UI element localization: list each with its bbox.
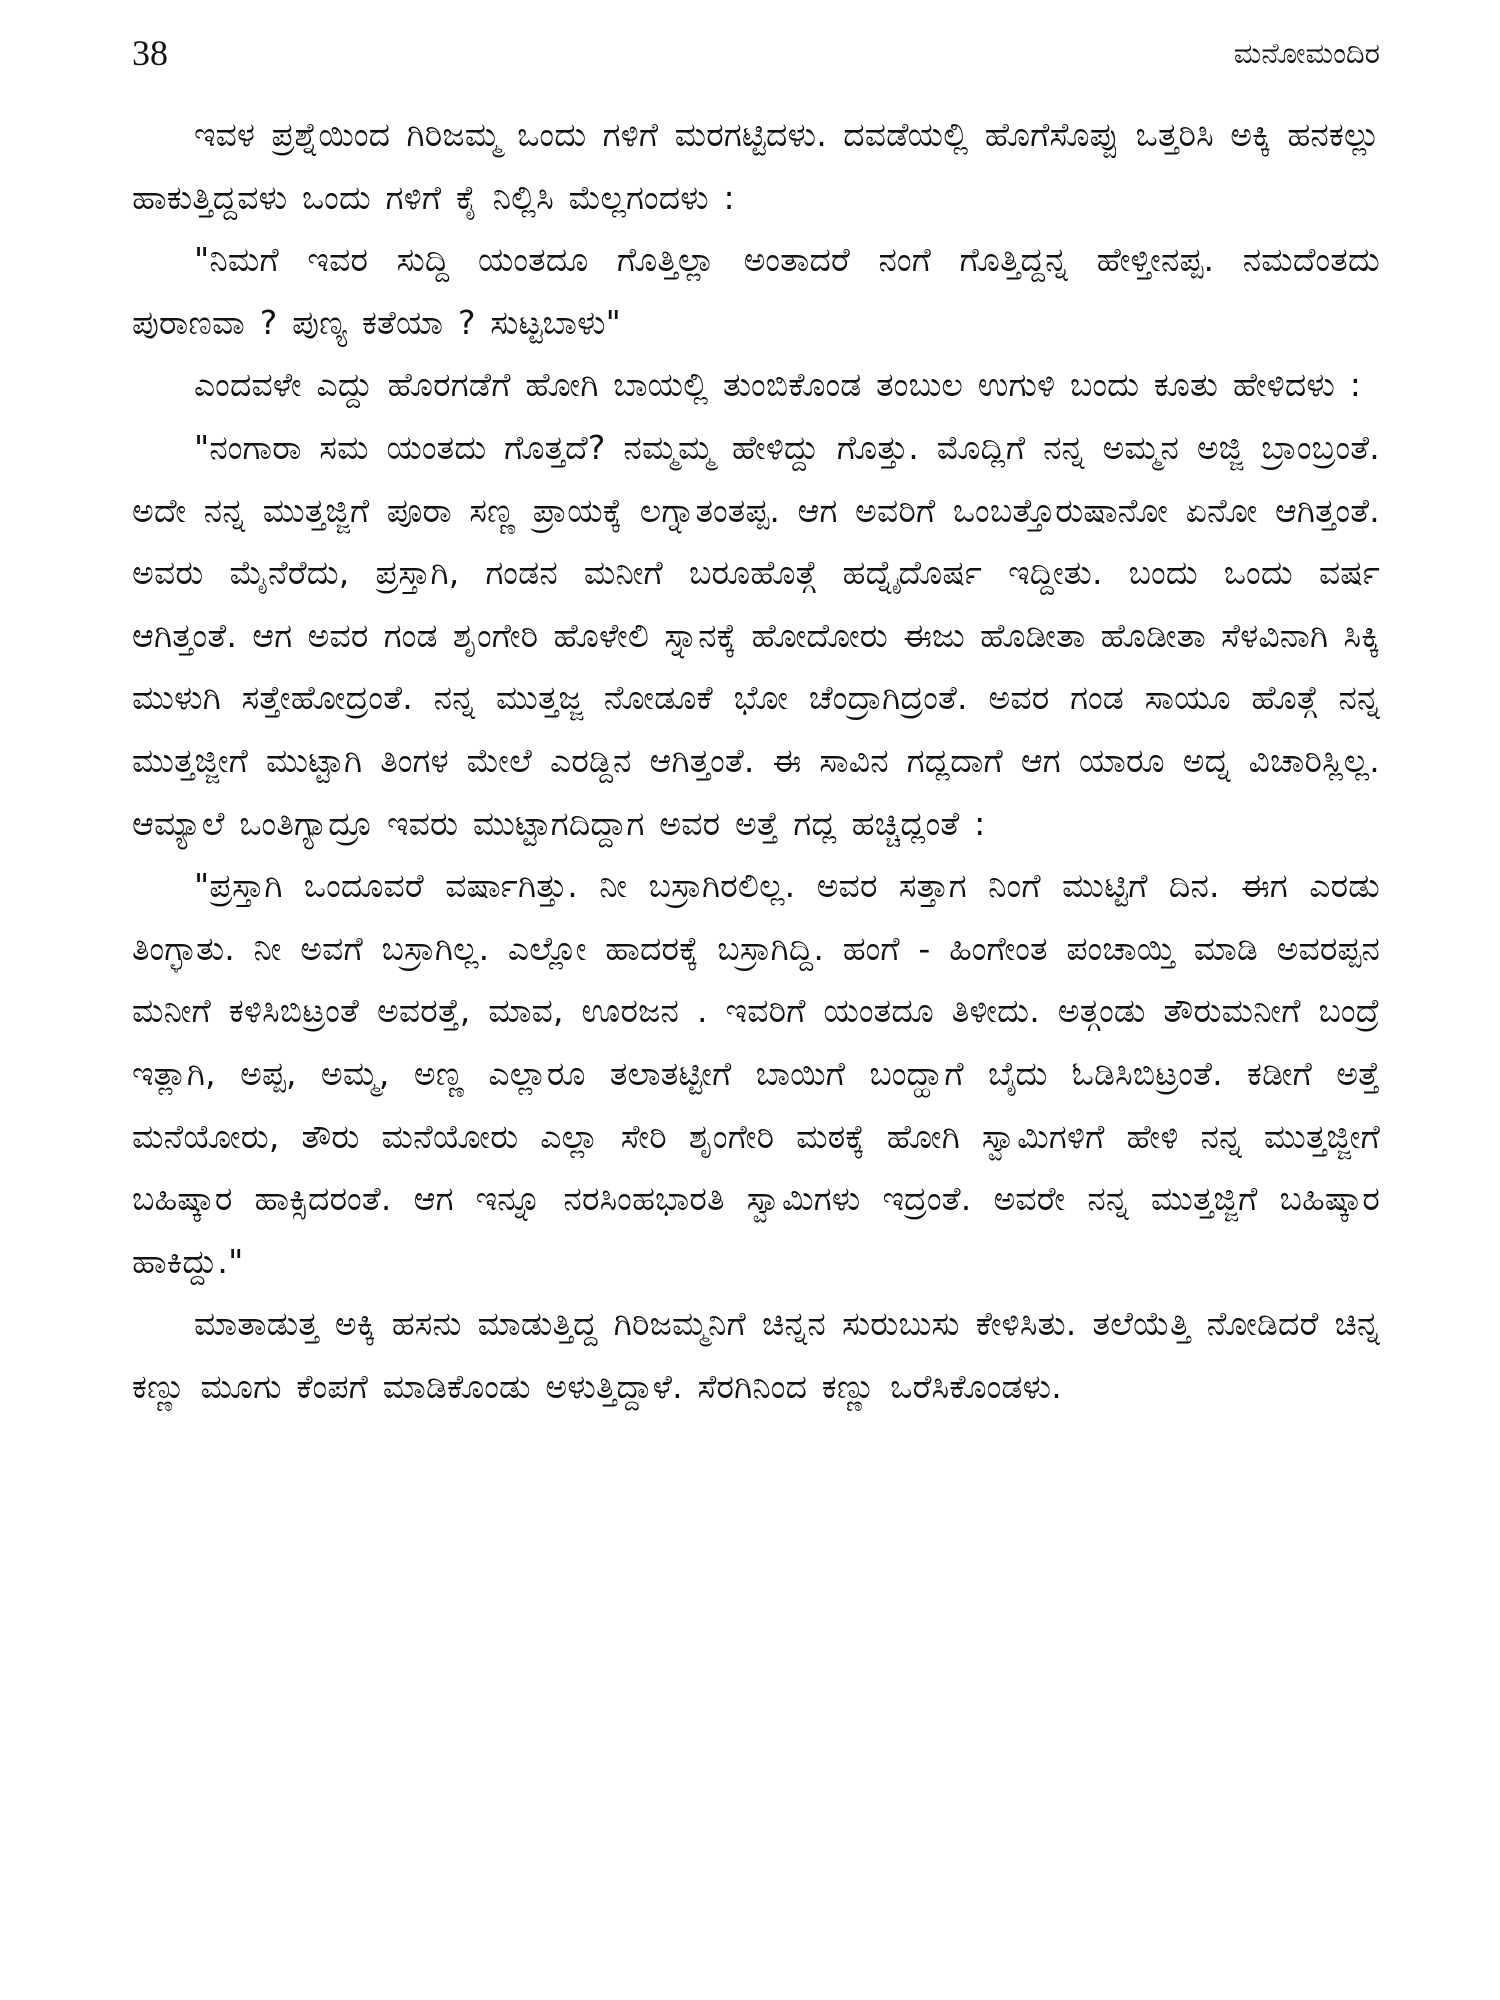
running-title: ಮನೋಮಂದಿರ	[1233, 36, 1380, 70]
paragraph-4: "ನಂಗಾರಾ ಸಮ ಯಂತದು ಗೊತ್ತದೆ? ನಮ್ಮಮ್ಮ ಹೇಳಿದ್ದು ಗೊತ್ತು. ಮೊದ್ಲಿಗೆ ನನ್ನ ಅಮ್ಮನ ಅಜ್ಜಿ ಬ್ರಾಂಬ್ರಂತೆ. ಅದೇ ನನ್ನ ಮುತ್ತಜ್ಜಿಗೆ ಪೂರಾ ಸಣ್ಣ ಪ್ರಾಯಕ್ಕೆ ಲಗ್ನಾತಂತಪ್ಪ. ಆಗ ಅವರಿಗೆ ಒಂಬತ್ತೊರುಷಾನೋ ಏನೋ ಆಗಿತ್ತಂತೆ. ಅವರು ಮೈನೆರೆದು, ಪ್ರಸ್ತಾಗಿ, ಗಂಡನ ಮನೀಗೆ ಬರೂಹೊತ್ಗೆ ಹದ್ನೈದೊರ್ಷ ಇದ್ದೀತು. ಬಂದು ಒಂದು ವರ್ಷ ಆಗಿತ್ತಂತೆ. ಆಗ ಅವರ ಗಂಡ ಶೃಂಗೇರಿ ಹೊಳೇಲಿ ಸ್ನಾನಕ್ಕೆ ಹೋದೋರು ಈಜು ಹೊಡೀತಾ ಹೊಡೀತಾ ಸೆಳವಿನಾಗಿ ಸಿಕ್ಕಿ ಮುಳುಗಿ ಸತ್ತೇಹೋದ್ರಂತೆ. ನನ್ನ ಮುತ್ತಜ್ಜ ನೋಡೂಕೆ ಭೋ ಚೆಂದ್ರಾಗಿದ್ರಂತೆ. ಅವರ ಗಂಡ ಸಾಯೂ ಹೊತ್ಗೆ ನನ್ನ ಮುತ್ತಜ್ಜೀಗೆ ಮುಟ್ಟಾಗಿ ತಿಂಗಳ ಮೇಲೆ ಎರಡ್ದಿನ ಆಗಿತ್ತಂತೆ. ಈ ಸಾವಿನ ಗದ್ಲದಾಗೆ ಆಗ ಯಾರೂ ಅದ್ನ ವಿಚಾರಿಸ್ಲಿಲ್ಲ. ಆಮ್ಯಾಲೆ ಒಂತಿಗ್ಯಾದ್ರೂ ಇವರು ಮುಟ್ಟಾಗದಿದ್ದಾಗ ಅವರ ಅತ್ತೆ ಗದ್ಲ ಹಚ್ಚಿದ್ಲಂತೆ :	[132, 427, 1380, 843]
paragraph-3: ಎಂದವಳೇ ಎದ್ದು ಹೊರಗಡೆಗೆ ಹೋಗಿ ಬಾಯಲ್ಲಿ ತುಂಬಿಕೊಂಡ ತಂಬುಲ ಉಗುಳಿ ಬಂದು ಕೂತು ಹೇಳಿದಳು :	[194, 365, 1362, 405]
paragraph-2: "ನಿಮಗೆ ಇವರ ಸುದ್ದಿ ಯಂತದೂ ಗೊತ್ತಿಲ್ಲಾ ಅಂತಾದರೆ ನಂಗೆ ಗೊತ್ತಿದ್ದನ್ನ ಹೇಳ್ತೀನಪ್ಪ. ನಮದೆಂತದು ಪುರಾಣವಾ ? ಪುಣ್ಯ ಕತೆಯಾ ? ಸುಟ್ಟಬಾಳು"	[132, 240, 1380, 342]
paragraph-5: "ಪ್ರಸ್ತಾಗಿ ಒಂದೂವರೆ ವರ್ಷಾಗಿತ್ತು. ನೀ ಬಸ್ರಾಗಿರಲಿಲ್ಲ. ಅವರ ಸತ್ತಾಗ ನಿಂಗೆ ಮುಟ್ಟಿಗೆ ದಿನ. ಈಗ ಎರಡು ತಿಂಗ್ಳಾತು. ನೀ ಅವಗೆ ಬಸ್ರಾಗಿಲ್ಲ. ಎಲ್ಲೋ ಹಾದರಕ್ಕೆ ಬಸ್ರಾಗಿದ್ದಿ. ಹಂಗೆ - ಹಿಂಗೇಂತ ಪಂಚಾಯ್ತಿ ಮಾಡಿ ಅವರಪ್ಪನ ಮನೀಗೆ ಕಳಿಸಿಬಿಟ್ರಂತೆ ಅವರತ್ತೆ, ಮಾವ, ಊರಜನ . ಇವರಿಗೆ ಯಂತದೂ ತಿಳೀದು. ಅತ್ಗಂಡು ತೌರುಮನೀಗೆ ಬಂದ್ರೆ ಇತ್ಲಾಗಿ, ಅಪ್ಪ, ಅಮ್ಮ, ಅಣ್ಣ ಎಲ್ಲಾರೂ ತಲಾತಟ್ಟೀಗೆ ಬಾಯಿಗೆ ಬಂದ್ಹಾಗೆ ಬೈದು ಓಡಿಸಿಬಿಟ್ರಂತೆ. ಕಡೀಗೆ ಅತ್ತೆ ಮನೆಯೋರು, ತೌರು ಮನೆಯೋರು ಎಲ್ಲಾ ಸೇರಿ ಶೃಂಗೇರಿ ಮಠಕ್ಕೆ ಹೋಗಿ ಸ್ವಾಮಿಗಳಿಗೆ ಹೇಳಿ ನನ್ನ ಮುತ್ತಜ್ಜೀಗೆ ಬಹಿಷ್ಕಾರ ಹಾಕ್ಸಿದರಂತೆ. ಆಗ ಇನ್ನೂ ನರಸಿಂಹಭಾರತಿ ಸ್ವಾಮಿಗಳು ಇದ್ರಂತೆ. ಅವರೇ ನನ್ನ ಮುತ್ತಜ್ಜಿಗೆ ಬಹಿಷ್ಕಾರ ಹಾಕಿದ್ದು."	[132, 866, 1380, 1281]
page-number: 38	[132, 33, 168, 73]
paragraph-6: ಮಾತಾಡುತ್ತ ಅಕ್ಕಿ ಹಸನು ಮಾಡುತ್ತಿದ್ದ ಗಿರಿಜಮ್ಮನಿಗೆ ಚಿನ್ನನ ಸುರುಬುಸು ಕೇಳಿಸಿತು. ತಲೆಯೆತ್ತಿ ನೋಡಿದರೆ ಚಿನ್ನ ಕಣ್ಣು ಮೂಗು ಕೆಂಪಗೆ ಮಾಡಿಕೊಂಡು ಅಳುತ್ತಿದ್ದಾಳೆ. ಸೆರಗಿನಿಂದ ಕಣ್ಣು ಒರೆಸಿಕೊಂಡಳು.	[132, 1304, 1380, 1406]
body-text	[132, 104, 1380, 1418]
page-header	[132, 28, 1380, 78]
paragraph-1: ಇವಳ ಪ್ರಶ್ನೆಯಿಂದ ಗಿರಿಜಮ್ಮ ಒಂದು ಗಳಿಗೆ ಮರಗಟ್ಟಿದಳು. ದವಡೆಯಲ್ಲಿ ಹೊಗೆಸೊಪ್ಪು ಒತ್ತರಿಸಿ ಅಕ್ಕಿ ಹನಕಲ್ಲು ಹಾಕುತ್ತಿದ್ದವಳು ಒಂದು ಗಳಿಗೆ ಕೈ ನಿಲ್ಲಿಸಿ ಮೆಲ್ಲಗಂದಳು :	[132, 115, 1380, 217]
